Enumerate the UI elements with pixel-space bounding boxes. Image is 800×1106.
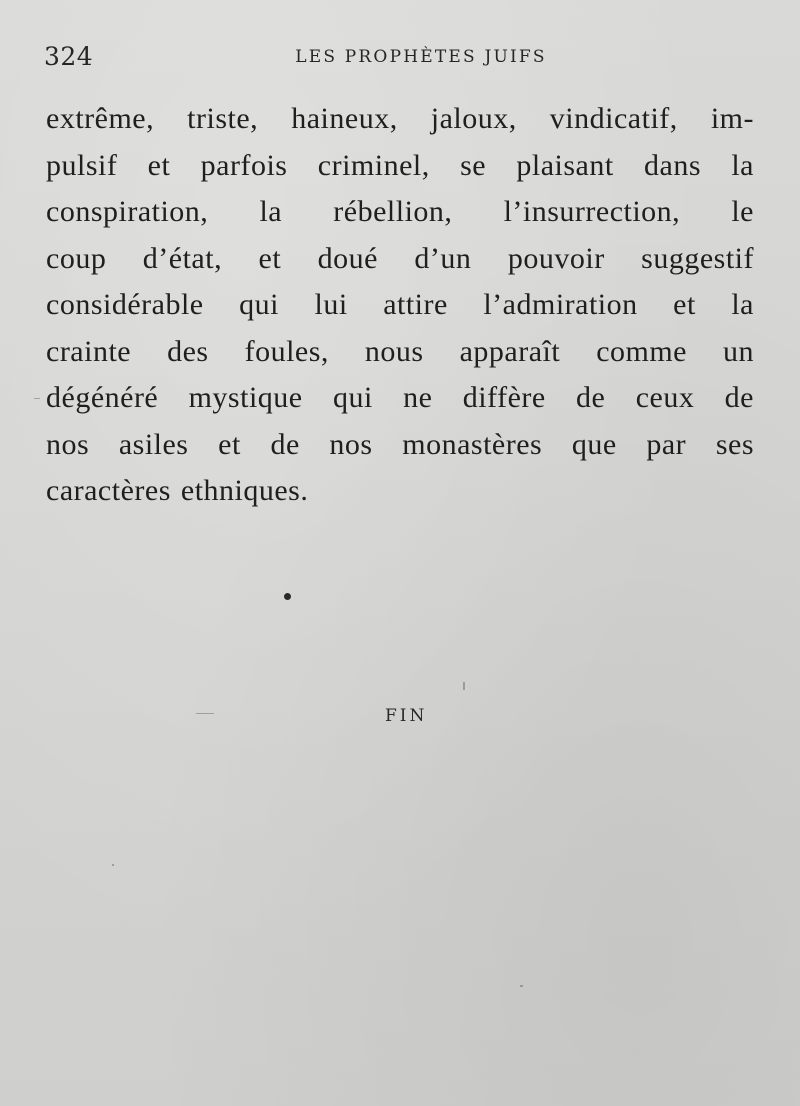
text-line: conspiration, la rébellion, l’insurrection, le [46,195,754,228]
text-line: pulsif et parfois criminel, se plaisant dans la [46,148,754,182]
paper-speck [520,985,523,987]
paper-speck [112,864,114,866]
running-head: LES PROPHÈTES JUIFS [295,47,547,67]
end-mark: FIN [385,706,428,726]
text-line: coup d’état, et doué d’un pouvoir suggestif [46,241,754,275]
body-paragraph [46,96,754,515]
ornament-dot [284,593,291,600]
page-number: 324 [44,42,94,71]
text-line: crainte des foules, nous apparaît comme un [46,334,754,368]
page-header [44,40,756,74]
text-line: considérable qui lui attire l’admiration et la [46,288,754,321]
text-line: caractères ethniques. [46,474,309,507]
text-line: dégénéré mystique qui ne diffère de ceux de [46,381,754,414]
text-line: nos asiles et de nos monastères que par ses [46,427,754,461]
paper-speck [463,682,465,690]
paper-speck [34,398,40,399]
paper-speck [196,713,214,714]
text-line: extrême, triste, haineux, jaloux, vindicatif, im- [46,102,754,135]
